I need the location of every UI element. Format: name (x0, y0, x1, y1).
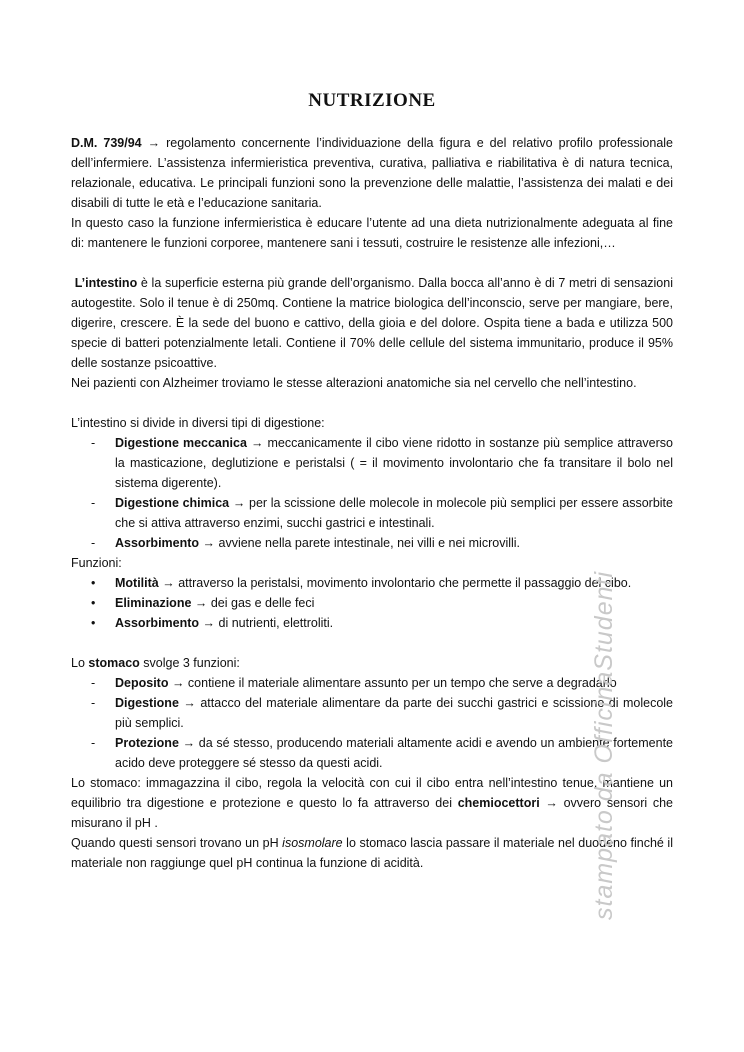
list-text: → meccanicamente il cibo viene ridotto in sostanze più semplice attraverso la masticazione, deglutizione e peristalsi ( = il movimento involontario che fa transitare il bolo nel sistema digerente). (115, 436, 673, 490)
list-marker: - (91, 536, 96, 550)
spacer (71, 633, 673, 653)
list-item (71, 493, 673, 533)
spacer (71, 253, 673, 273)
list-text: → contiene il materiale alimentare assunto per un tempo che serve a degradarlo (168, 676, 617, 690)
list-marker: - (91, 696, 96, 710)
list-item (71, 573, 673, 593)
dm-reference: D.M. 739/94 (71, 136, 142, 150)
dm-text: → regolamento concernente l’individuazione della figura e del relativo profilo professionale dell’infermiere. L’assistenza infermieristica preventiva, curativa, palliativa e riabilitativa è di natura tecnica, relazionale, educativa. Le principali funzioni sono la prevenzione delle malattie, l’assistenza dei malati e dei disabili di tutte le età e l’educazione sanitaria. (71, 136, 673, 210)
list-item (71, 733, 673, 773)
stomaco-paragraph (71, 773, 673, 833)
ph-p2-pre: Quando questi sensori trovano un pH (71, 836, 283, 850)
list-item (71, 533, 673, 553)
intestino-paragraph (71, 273, 673, 373)
stomaco-p1-post: → ovvero sensori che misurano il pH . (71, 796, 674, 830)
list-term: Assorbimento (115, 616, 200, 630)
list-item (71, 613, 673, 633)
list-term: Deposito (115, 676, 169, 690)
page-title: NUTRIZIONE (308, 90, 436, 111)
list-term: Digestione (115, 696, 179, 710)
list-text: → attraverso la peristalsi, movimento involontario che permette il passaggio del cibo. (158, 576, 632, 590)
education-paragraph: In questo caso la funzione infermieristica è educare l’utente ad una dieta nutrizionalmente adeguata al fine di: mantenere le funzioni corporee, mantenere sani i tessuti, costruire le resistenze alle infezioni,… (71, 216, 673, 250)
list-text: → attacco del materiale alimentare da parte dei succhi gastrici e scissione di molecole più semplici. (115, 696, 673, 730)
list-text: → avviene nella parete intestinale, nei villi e nei microvilli. (199, 536, 521, 550)
list-text: → di nutrienti, elettroliti. (199, 616, 334, 630)
list-item (71, 433, 673, 493)
stomaco-p1-pre: Lo stomaco: immagazzina il cibo, regola la velocità con cui il cibo entra nell’intestino tenue, mantiene un equilibrio tra digestione e protezione e questo lo fa attraverso dei (71, 776, 673, 810)
list-term: Motilità (115, 576, 159, 590)
document-page (71, 88, 673, 873)
ph-p2-post: lo stomaco lascia passare il materiale nel duodeno finché il materiale non raggiunge quel pH continua la funzione di acidità. (71, 836, 673, 870)
list-text: → dei gas e delle feci (191, 596, 315, 610)
isosmolare-term: isosmolare (282, 836, 343, 850)
list-item (71, 673, 673, 693)
list-term: Digestione meccanica (115, 436, 247, 450)
digestione-intro: L’intestino si divide in diversi tipi di digestione: (71, 416, 325, 430)
bullet-marker: • (91, 576, 96, 590)
alzheimer-paragraph: Nei pazienti con Alzheimer troviamo le stesse alterazioni anatomiche sia nel cervello che nell’intestino. (71, 376, 637, 390)
list-term: Eliminazione (115, 596, 192, 610)
list-item (71, 693, 673, 733)
list-marker: - (91, 436, 96, 450)
list-term: Assorbimento (115, 536, 200, 550)
list-term: Digestione chimica (115, 496, 230, 510)
list-marker: - (91, 496, 96, 510)
list-marker: - (91, 736, 96, 750)
bullet-marker: • (91, 616, 96, 630)
list-text: → per la scissione delle molecole in molecole più semplici per essere assorbite che si attiva attraverso enzimi, succhi gastrici e intestinali. (115, 496, 673, 530)
funzioni-list (71, 573, 673, 633)
digestione-list (71, 433, 673, 553)
spacer (71, 393, 673, 413)
list-marker: - (91, 676, 96, 690)
stomaco-term: stomaco (88, 656, 140, 670)
ph-paragraph (71, 833, 673, 873)
stomaco-intro (71, 653, 673, 673)
stomaco-list (71, 673, 673, 773)
intestino-term: L’intestino (74, 276, 138, 290)
list-term: Protezione (115, 736, 179, 750)
list-text: → da sé stesso, producendo materiali altamente acidi e avendo un ambiente fortemente acido deve proteggere sé stesso da questi acidi. (115, 736, 673, 770)
dm-paragraph (71, 133, 673, 213)
watermark: stampato da OfficinaStudenti (590, 570, 618, 920)
intestino-text: è la superficie esterna più grande dell’organismo. Dalla bocca all’anno è di 7 metri di sensazioni autogestite. Solo il tenue è di 250mq. Contiene la matrice biologica dell’inconscio, serve per mangiare, bere, digerire, crescere. È la sede del buono e cattivo, della gioia e del dolore. Ospita tiene a bada e utilizza 500 specie di batteri potenzialmente letali. Contiene il 70% delle cellule del sistema immunitario, produce il 95% delle sostanze psicoattive. (71, 276, 673, 370)
list-item (71, 593, 673, 613)
stomaco-intro-post: svolge 3 funzioni: (139, 656, 240, 670)
chemiocettori-term: chemiocettori (457, 796, 540, 810)
funzioni-label: Funzioni: (71, 556, 122, 570)
bullet-marker: • (91, 596, 96, 610)
stomaco-intro-pre: Lo (71, 656, 89, 670)
